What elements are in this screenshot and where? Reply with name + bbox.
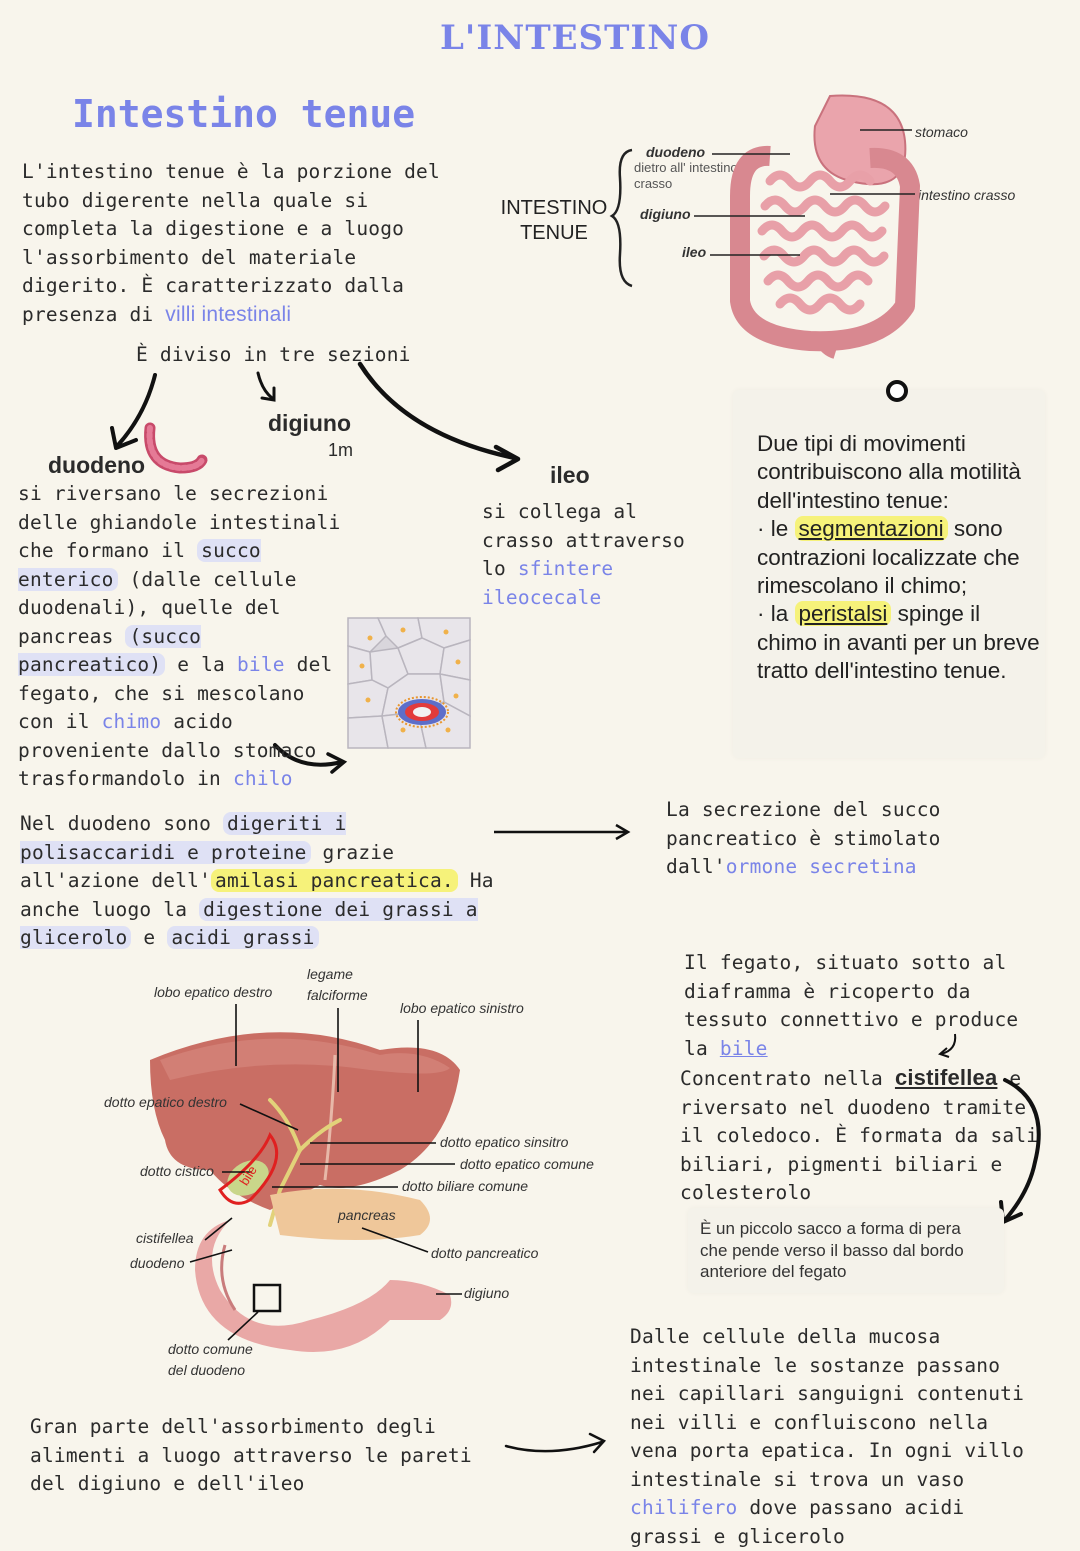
- mucosa-paragraph: Dalle cellule della mucosa intestinale le sostanze passano nei capillari sanguigni contenuti nei villi e confluiscono nella vena porta epatica. In ogni villo intestinale si trova un vaso chilifero dove passano acidi grassi e glicerolo: [630, 1325, 1025, 1548]
- diagram-label-duodeno: duodeno: [646, 144, 706, 160]
- arrow-down-small: [935, 1032, 965, 1062]
- page-title: L'INTESTINO: [440, 18, 710, 58]
- cistifellea-paragraph: Concentrato nella cistifellea e riversato nel duodeno tramite il coledoco. È formata da sali biliari, pigmenti biliari e colesterolo: [680, 1065, 1039, 1204]
- term-sfintere: sfintere ileocecale: [482, 557, 614, 609]
- fegato-paragraph: Il fegato, situato sotto al diaframma è ricoperto da tessuto connettivo e produce la bile: [684, 951, 1019, 1060]
- highlight-grassi: digestione dei grassi a glicerolo: [20, 897, 478, 949]
- term-chilifero: chilifero: [630, 1496, 738, 1519]
- digiuno-length: 1m: [328, 440, 354, 460]
- liver-label-dotto-sinistro: dotto epatico sinsitro: [440, 1134, 569, 1150]
- term-succo-pancreatico: (succo pancreatico): [18, 624, 202, 676]
- highlight-acidi-grassi: acidi grassi: [167, 926, 318, 949]
- duodeno-label: duodeno: [48, 452, 146, 478]
- term-succo-enterico: succo enterico: [18, 539, 261, 591]
- secretin-paragraph: La secrezione del succo pancreatico è stimolato dall'ormone secretina: [666, 798, 941, 878]
- highlight-amilasi: amilasi pancreatica.: [211, 869, 458, 892]
- liver-label-dotto-biliare: dotto biliare comune: [402, 1178, 529, 1194]
- term-chilo: chilo: [232, 767, 293, 790]
- liver-label-dotto-destro: dotto epatico destro: [104, 1094, 227, 1110]
- term-segmentazioni: segmentazioni: [795, 516, 948, 541]
- highlight-polisaccaridi: digeriti i polisaccaridi e proteine: [20, 812, 347, 864]
- term-bile-fegato: bile: [719, 1036, 768, 1060]
- liver-label-digiuno: digiuno: [464, 1285, 510, 1301]
- liver-label-lobo-sinistro: lobo epatico sinistro: [400, 1000, 524, 1016]
- bile-tag: bile: [236, 1162, 260, 1189]
- liver-label-pancreas: pancreas: [338, 1207, 396, 1223]
- term-peristalsi: peristalsi: [795, 601, 892, 626]
- liver-label-dotto-comune: dotto epatico comune: [460, 1156, 594, 1172]
- term-bile: bile: [236, 653, 285, 676]
- liver-label-lobo-destro: lobo epatico destro: [154, 984, 273, 1000]
- diagram-label-stomaco: stomaco: [915, 124, 968, 140]
- motility-text: Due tipi di movimenti contribuiscono alla motilità dell'intestino tenue: · le segmentazioni sono contrazioni localizzate che rimescolano il chimo; · la peristalsi spinge il chimo in avanti per un breve tratto dell'intestino tenue.: [757, 431, 1040, 684]
- cistifellea-note: È un piccolo sacco a forma di pera che pende verso il basso dal bordo anteriore del fegato: [688, 1208, 1004, 1293]
- arrow-curve-right: [995, 1072, 1055, 1232]
- ileo-label: ileo: [550, 462, 590, 488]
- liver-label-pancreatico: dotto pancreatico: [431, 1245, 539, 1261]
- liver-label-duodeno: duodeno: [130, 1255, 185, 1271]
- duodeno-description: si riversano le secrezioni delle ghiandole intestinali che formano il succo enterico (dalle cellule duodenali), quelle del pancreas (succo pancreatico) e la bile del fegato, che si mescolano con il chimo acido proveniente dallo stomaco trasformandolo in chilo: [18, 482, 341, 790]
- digiuno-label: digiuno: [268, 410, 352, 436]
- liver-label-dotto-duodeno-1: dotto comune: [168, 1341, 253, 1357]
- term-chimo: chimo: [101, 710, 162, 733]
- diagram-label-ileo: ileo: [682, 244, 707, 260]
- intro-paragraph: L'intestino tenue è la porzione del tubo digerente nella quale si completa la digestione e a luogo l'assorbimento del materiale digerito. È caratterizzato dalla presenza di villi intestinali: [22, 160, 440, 326]
- term-villi: villi intestinali: [165, 302, 292, 326]
- liver-label-legame-2: falciforme: [307, 987, 368, 1003]
- diagram-label-crasso: intestino crasso: [918, 187, 1016, 203]
- section-heading: Intestino tenue: [72, 92, 416, 136]
- diagram-label-digiuno: digiuno: [640, 206, 691, 222]
- term-cistifellea: cistifellea: [894, 1065, 998, 1090]
- liver-label-cistifellea: cistifellea: [136, 1230, 194, 1246]
- assorbimento-paragraph: Gran parte dell'assorbimento degli alimenti a luogo attraverso le pareti del digiuno e dell'ileo: [30, 1415, 472, 1495]
- duodeno-digest-paragraph: Nel duodeno sono digeriti i polisaccaridi e proteine grazie all'azione dell' amilasi pancreatica. Ha anche luogo la digestione dei grassi a glicerolo e acidi grassi: [20, 812, 494, 949]
- term-secretina: ormone secretina: [725, 855, 917, 878]
- diviso-text: È diviso in tre sezioni: [136, 343, 411, 366]
- liver-label-cistico: dotto cistico: [140, 1163, 214, 1179]
- diagram-duodeno-note: dietro all' intestino crasso: [634, 160, 738, 191]
- liver-label-dotto-duodeno-2: del duodeno: [168, 1362, 246, 1378]
- ileo-description: si collega al crasso attraverso lo sfintere ileocecale: [482, 500, 685, 609]
- arrow-right-2: [500, 1428, 620, 1468]
- liver-label-legame-1: legame: [307, 966, 353, 982]
- label-intestino-tenue: INTESTINO TENUE: [500, 197, 608, 244]
